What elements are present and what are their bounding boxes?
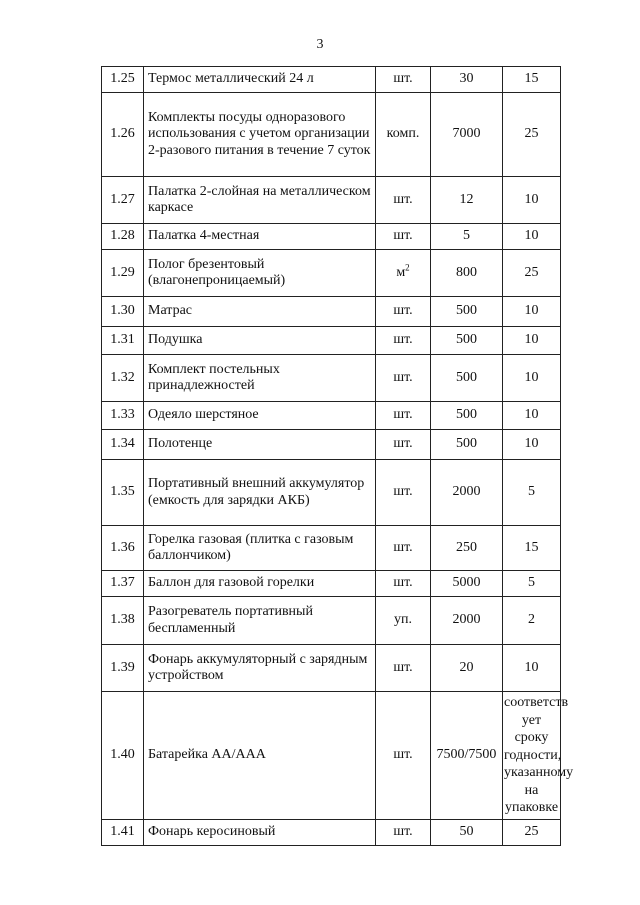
term-line: упаковке — [504, 800, 559, 815]
item-quantity: 2000 — [431, 597, 503, 645]
item-unit: шт. — [376, 460, 431, 526]
term-line: указанному — [504, 765, 574, 780]
item-unit-cell — [376, 250, 431, 297]
item-quantity: 800 — [431, 250, 503, 297]
item-unit: шт. — [376, 526, 431, 571]
row-number: 1.34 — [102, 430, 144, 460]
item-quantity: 12 — [431, 177, 503, 224]
item-term: 10 — [503, 355, 561, 402]
item-unit: шт. — [376, 327, 431, 355]
table-row — [102, 327, 561, 355]
row-number: 1.26 — [102, 93, 144, 177]
item-name: Батарейка АА/ААА — [144, 692, 376, 820]
row-number: 1.39 — [102, 645, 144, 692]
item-term — [503, 692, 574, 820]
items-table — [101, 66, 574, 846]
item-quantity: 50 — [431, 819, 503, 845]
item-unit: шт. — [376, 224, 431, 250]
row-number: 1.25 — [102, 67, 144, 93]
term-line: на — [524, 782, 539, 798]
item-name: Палатка 4-местная — [144, 224, 376, 250]
item-name: Матрас — [144, 297, 376, 327]
table-row — [102, 819, 561, 845]
item-unit: м — [396, 264, 406, 280]
row-number: 1.28 — [102, 224, 144, 250]
item-unit: уп. — [376, 597, 431, 645]
item-quantity: 7500/7500 — [431, 692, 503, 820]
item-name: Подушка — [144, 327, 376, 355]
item-quantity: 500 — [431, 297, 503, 327]
item-term: 15 — [503, 67, 561, 93]
row-number: 1.33 — [102, 402, 144, 430]
item-unit: шт. — [376, 297, 431, 327]
row-number: 1.32 — [102, 355, 144, 402]
item-unit: шт. — [376, 355, 431, 402]
row-number: 1.37 — [102, 571, 144, 597]
table-row — [102, 460, 561, 526]
item-name: Комплекты посуды одноразового использования с учетом организации 2-разового питания в течение 7 суток — [144, 93, 376, 177]
item-quantity: 500 — [431, 327, 503, 355]
row-number: 1.36 — [102, 526, 144, 571]
item-name: Термос металлический 24 л — [144, 67, 376, 93]
table-row — [102, 67, 561, 93]
item-quantity: 500 — [431, 402, 503, 430]
row-number: 1.35 — [102, 460, 144, 526]
table-row — [102, 402, 561, 430]
table-row — [102, 250, 561, 297]
row-number: 1.40 — [102, 692, 144, 820]
item-name: Фонарь аккумуляторный с зарядным устройством — [144, 645, 376, 692]
row-number: 1.29 — [102, 250, 144, 297]
item-unit: шт. — [376, 67, 431, 93]
item-term: 5 — [503, 571, 561, 597]
item-name: Баллон для газовой горелки — [144, 571, 376, 597]
item-term: 10 — [503, 297, 561, 327]
item-quantity: 5000 — [431, 571, 503, 597]
item-term: 25 — [503, 93, 561, 177]
item-quantity: 500 — [431, 430, 503, 460]
item-quantity: 7000 — [431, 93, 503, 177]
item-quantity: 20 — [431, 645, 503, 692]
item-unit: шт. — [376, 177, 431, 224]
item-term: 25 — [503, 250, 561, 297]
term-line: годности, — [504, 747, 562, 763]
item-term: 25 — [503, 819, 561, 845]
item-name: Горелка газовая (плитка с газовым баллончиком) — [144, 526, 376, 571]
row-number: 1.31 — [102, 327, 144, 355]
item-name: Разогреватель портативный беспламенный — [144, 597, 376, 645]
item-term: 15 — [503, 526, 561, 571]
item-unit: шт. — [376, 692, 431, 820]
term-line: соответств — [504, 695, 569, 710]
item-name: Фонарь керосиновый — [144, 819, 376, 845]
item-unit: шт. — [376, 819, 431, 845]
page-number: 3 — [316, 37, 324, 52]
item-name: Полог брезентовый (влагонепроницаемый) — [144, 250, 376, 297]
item-name: Полотенце — [144, 430, 376, 460]
table-row — [102, 297, 561, 327]
item-quantity: 30 — [431, 67, 503, 93]
item-unit: комп. — [376, 93, 431, 177]
term-line: ует сроку — [514, 712, 549, 745]
row-number: 1.38 — [102, 597, 144, 645]
row-number: 1.30 — [102, 297, 144, 327]
item-quantity: 5 — [431, 224, 503, 250]
table-row — [102, 692, 561, 820]
item-name: Палатка 2-слойная на металлическом каркасе — [144, 177, 376, 224]
item-unit: шт. — [376, 571, 431, 597]
row-number: 1.41 — [102, 819, 144, 845]
table-row — [102, 571, 561, 597]
table-row — [102, 224, 561, 250]
item-unit: шт. — [376, 430, 431, 460]
item-unit: шт. — [376, 645, 431, 692]
unit-superscript: 2 — [405, 262, 410, 273]
item-term: 10 — [503, 327, 561, 355]
item-quantity: 2000 — [431, 460, 503, 526]
item-quantity: 500 — [431, 355, 503, 402]
item-term: 10 — [503, 645, 561, 692]
item-term: 5 — [503, 460, 561, 526]
table-row — [102, 177, 561, 224]
item-unit: шт. — [376, 402, 431, 430]
item-name: Комплект постельных принадлежностей — [144, 355, 376, 402]
table-row — [102, 526, 561, 571]
table-row — [102, 430, 561, 460]
row-number: 1.27 — [102, 177, 144, 224]
item-quantity: 250 — [431, 526, 503, 571]
item-term: 2 — [503, 597, 561, 645]
item-name: Портативный внешний аккумулятор (емкость для зарядки АКБ) — [144, 460, 376, 526]
item-name: Одеяло шерстяное — [144, 402, 376, 430]
item-term: 10 — [503, 177, 561, 224]
table-row — [102, 597, 561, 645]
item-term: 10 — [503, 430, 561, 460]
table-row — [102, 355, 561, 402]
item-term: 10 — [503, 224, 561, 250]
table-row — [102, 645, 561, 692]
item-term: 10 — [503, 402, 561, 430]
table-row — [102, 93, 561, 177]
